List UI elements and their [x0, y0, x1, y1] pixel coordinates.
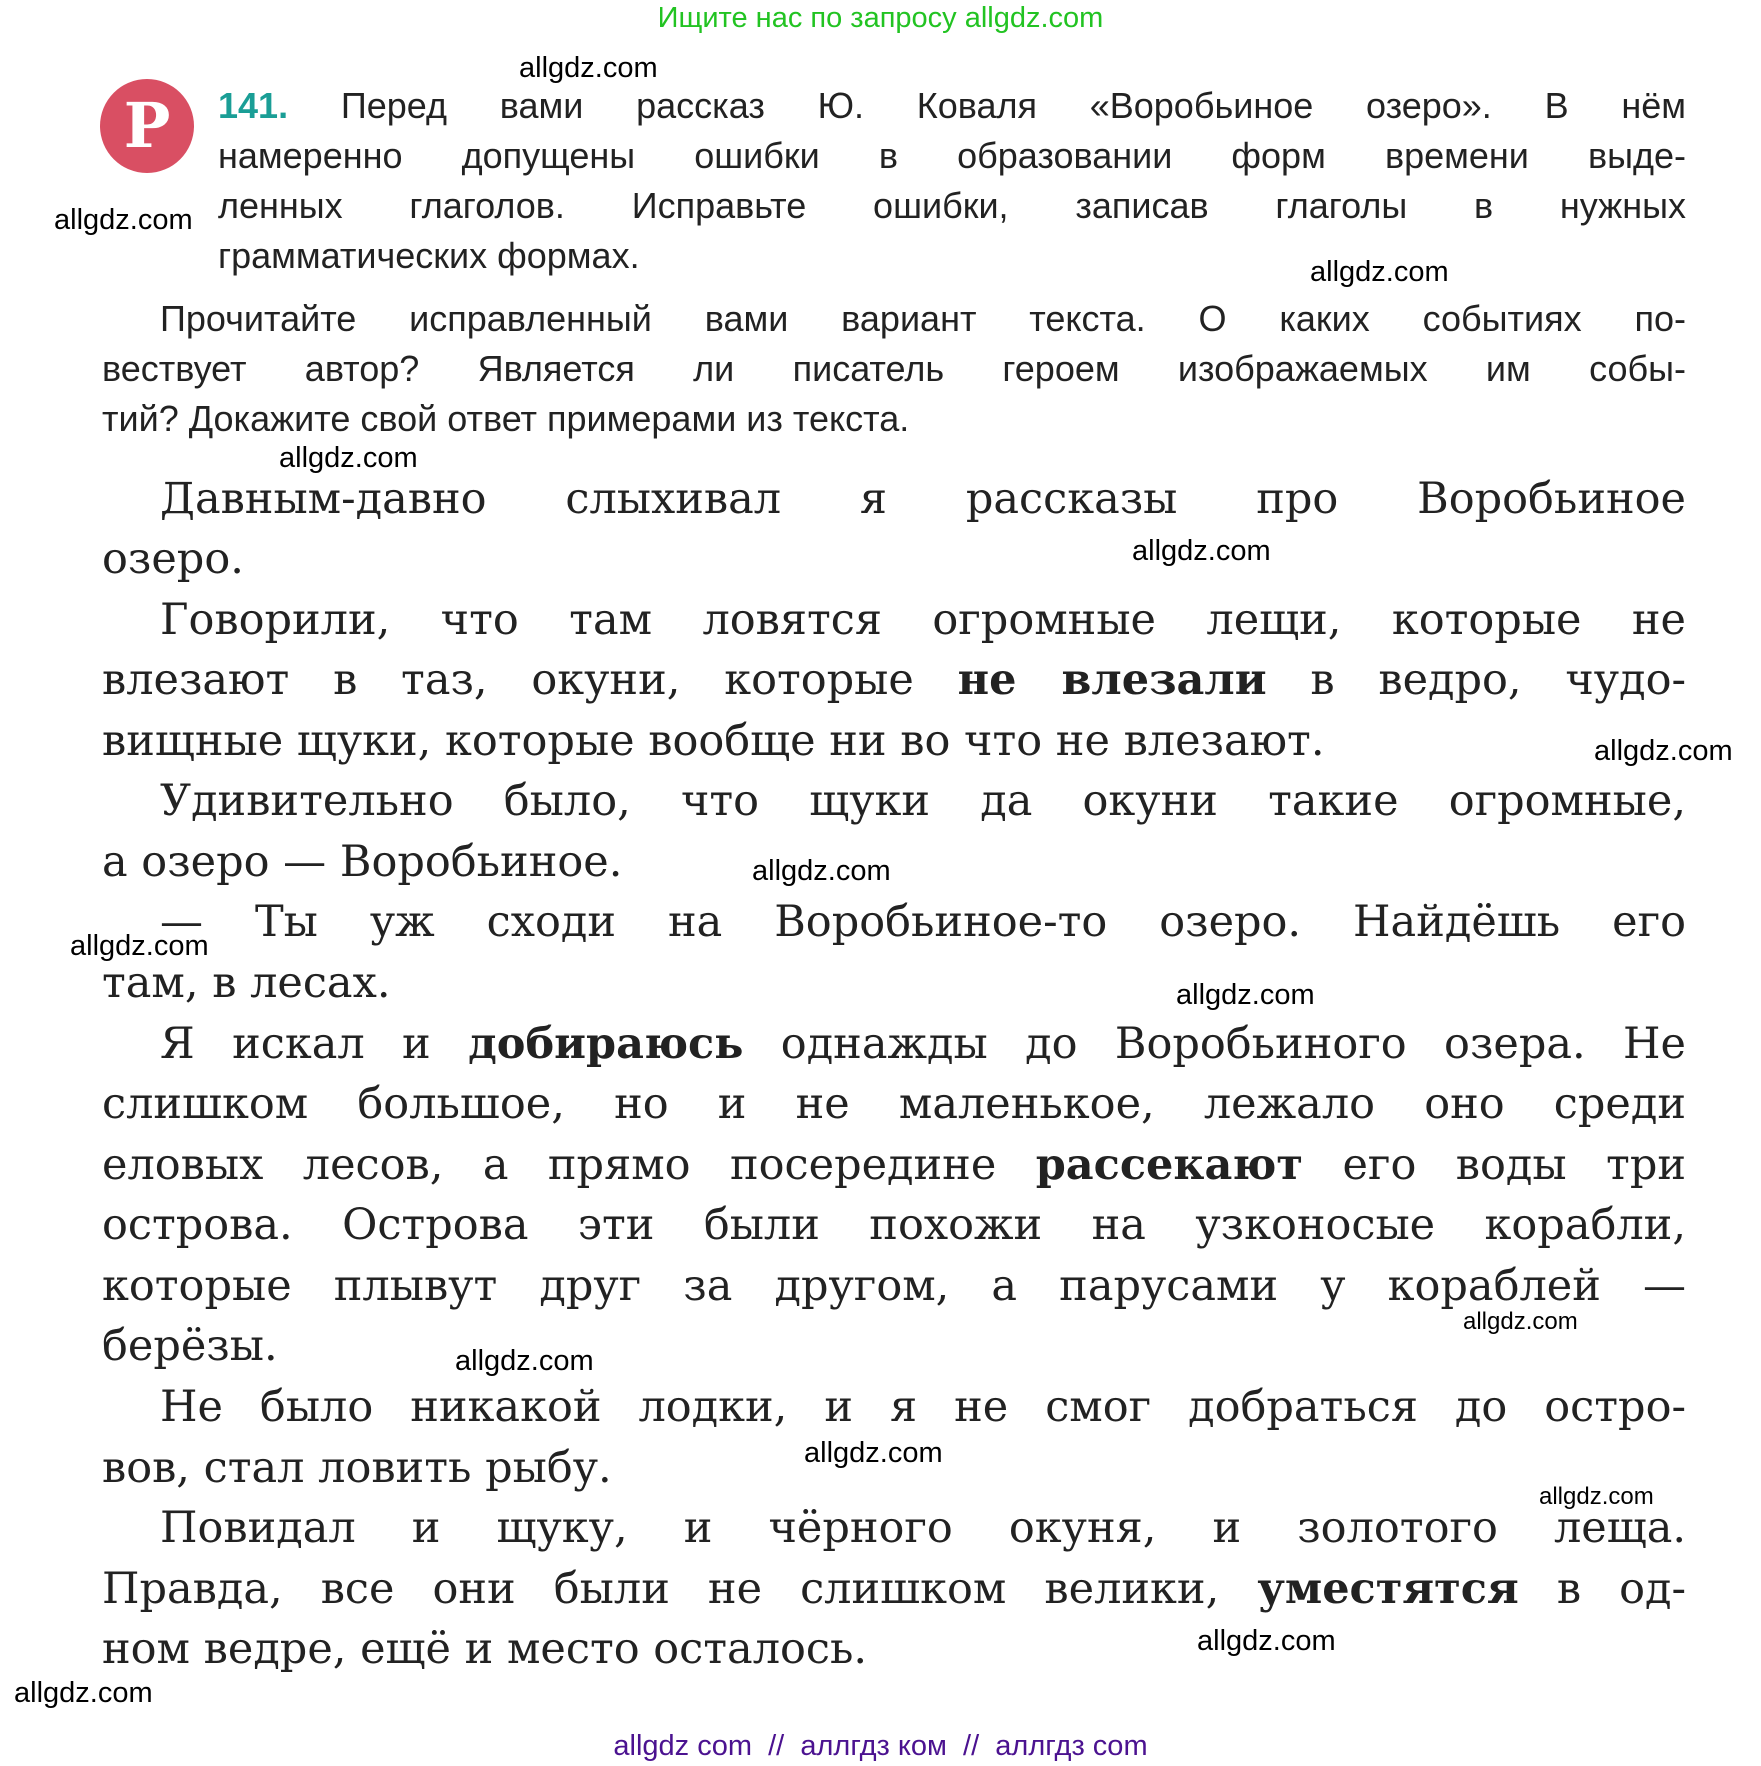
exercise-type-badge-icon: Р: [100, 79, 194, 173]
watermark: allgdz.com: [1594, 735, 1733, 767]
story-line: [160, 897, 1686, 947]
question-line: Прочитайте исправленный вами вариант текста. О каких событиях по-: [160, 298, 1686, 339]
story-line: [102, 1200, 1686, 1250]
watermark: allgdz.com: [519, 52, 658, 84]
watermark: allgdz.com: [14, 1677, 153, 1709]
story-text-segment: еловых лесов, а прямо посередине: [102, 1140, 1036, 1190]
watermark: allgdz.com: [1463, 1308, 1578, 1335]
story-line: [102, 1140, 1687, 1190]
footer-watermark: allgdz com // аллгдз ком // аллгдз com: [613, 1730, 1148, 1762]
story-text-segment: однажды до Воробьиного озера. Не: [743, 1019, 1686, 1069]
story-text-segment: Удивительно было, что щуки да окуни такие огромные,: [160, 776, 1686, 826]
task-line: [218, 85, 1686, 126]
story-text-segment: берёзы.: [102, 1321, 278, 1371]
story-line: [160, 474, 1686, 524]
story-line: [102, 655, 1686, 705]
story-text-segment: — Ты уж сходи на Воробьиное-то озеро. Найдёшь его: [160, 897, 1686, 947]
story-line: [160, 776, 1686, 826]
story-text-segment: влезают в таз, окуни, которые: [102, 655, 958, 705]
watermark: allgdz.com: [1539, 1483, 1654, 1510]
story-text-segment: Я искал и: [160, 1019, 469, 1069]
watermark: allgdz.com: [1197, 1625, 1336, 1657]
story-text-segment: там, в лесах.: [102, 958, 391, 1008]
watermark: allgdz.com: [279, 442, 418, 474]
exercise-number: 141.: [218, 85, 289, 126]
story-text-segment: а озеро — Воробьиное.: [102, 837, 623, 887]
story-line: [160, 1382, 1686, 1432]
story-text-segment: слишком большое, но и не маленькое, лежало оно среди: [102, 1079, 1686, 1129]
story-line: [102, 958, 1686, 1008]
watermark: allgdz.com: [1310, 256, 1449, 288]
highlighted-verb: не влезали: [957, 655, 1267, 705]
story-line: [102, 1261, 1686, 1311]
watermark: allgdz.com: [54, 204, 193, 236]
highlighted-verb: уместятся: [1257, 1564, 1519, 1614]
watermark: allgdz.com: [804, 1437, 943, 1469]
watermark: allgdz.com: [1176, 979, 1315, 1011]
story-text-segment: острова. Острова эти были похожи на узконосые корабли,: [102, 1200, 1686, 1250]
story-text-segment: его воды три: [1303, 1140, 1687, 1190]
story-line: [160, 595, 1686, 645]
watermark: allgdz.com: [752, 855, 891, 887]
highlighted-verb: добираюсь: [468, 1019, 744, 1069]
story-line: [160, 1503, 1686, 1553]
watermark: allgdz.com: [1132, 535, 1271, 567]
task-line: намеренно допущены ошибки в образовании форм времени выде-: [218, 135, 1686, 176]
task-line: грамматических формах.: [218, 235, 640, 276]
story-text-segment: Говорили, что там ловятся огромные лещи, которые не: [160, 595, 1686, 645]
story-line: [102, 716, 1686, 766]
highlighted-verb: рассекают: [1035, 1140, 1304, 1190]
story-text-segment: в ведро, чудо-: [1266, 655, 1686, 705]
story-text-segment: вов, стал ловить рыбу.: [102, 1443, 612, 1493]
question-line: вествует автор? Является ли писатель героем изображаемых им собы-: [102, 348, 1686, 389]
story-text-segment: озеро.: [102, 534, 244, 584]
story-line: [160, 1019, 1686, 1069]
watermark: allgdz.com: [455, 1345, 594, 1377]
search-banner: Ищите нас по запросу allgdz.com: [657, 2, 1104, 34]
watermark: allgdz.com: [70, 930, 209, 962]
story-text-segment: Правда, все они были не слишком велики,: [102, 1564, 1258, 1614]
story-text-segment: Давным-давно слыхивал я рассказы про Воробьиное: [160, 474, 1686, 524]
story-line: [102, 1564, 1686, 1614]
story-text-segment: вищные щуки, которые вообще ни во что не влезают.: [102, 716, 1325, 766]
story-line: [102, 1079, 1686, 1129]
story-text-segment: Повидал и щуку, и чёрного окуня, и золотого леща.: [160, 1503, 1686, 1553]
story-text-segment: в од-: [1518, 1564, 1686, 1614]
story-text-segment: ном ведре, ещё и место осталось.: [102, 1624, 868, 1674]
story-line: [102, 1624, 1686, 1674]
task-line: ленных глаголов. Исправьте ошибки, записав глаголы в нужных: [218, 185, 1686, 226]
story-text-segment: которые плывут друг за другом, а парусами у кораблей —: [102, 1261, 1686, 1311]
task-text: Перед вами рассказ Ю. Коваля «Воробьиное озеро». В нём: [288, 85, 1686, 126]
story-line: [102, 837, 1686, 887]
question-line: тий? Докажите свой ответ примерами из текста.: [102, 398, 910, 439]
story-line: [102, 534, 1686, 584]
story-text-segment: Не было никакой лодки, и я не смог добраться до остро-: [160, 1382, 1686, 1432]
